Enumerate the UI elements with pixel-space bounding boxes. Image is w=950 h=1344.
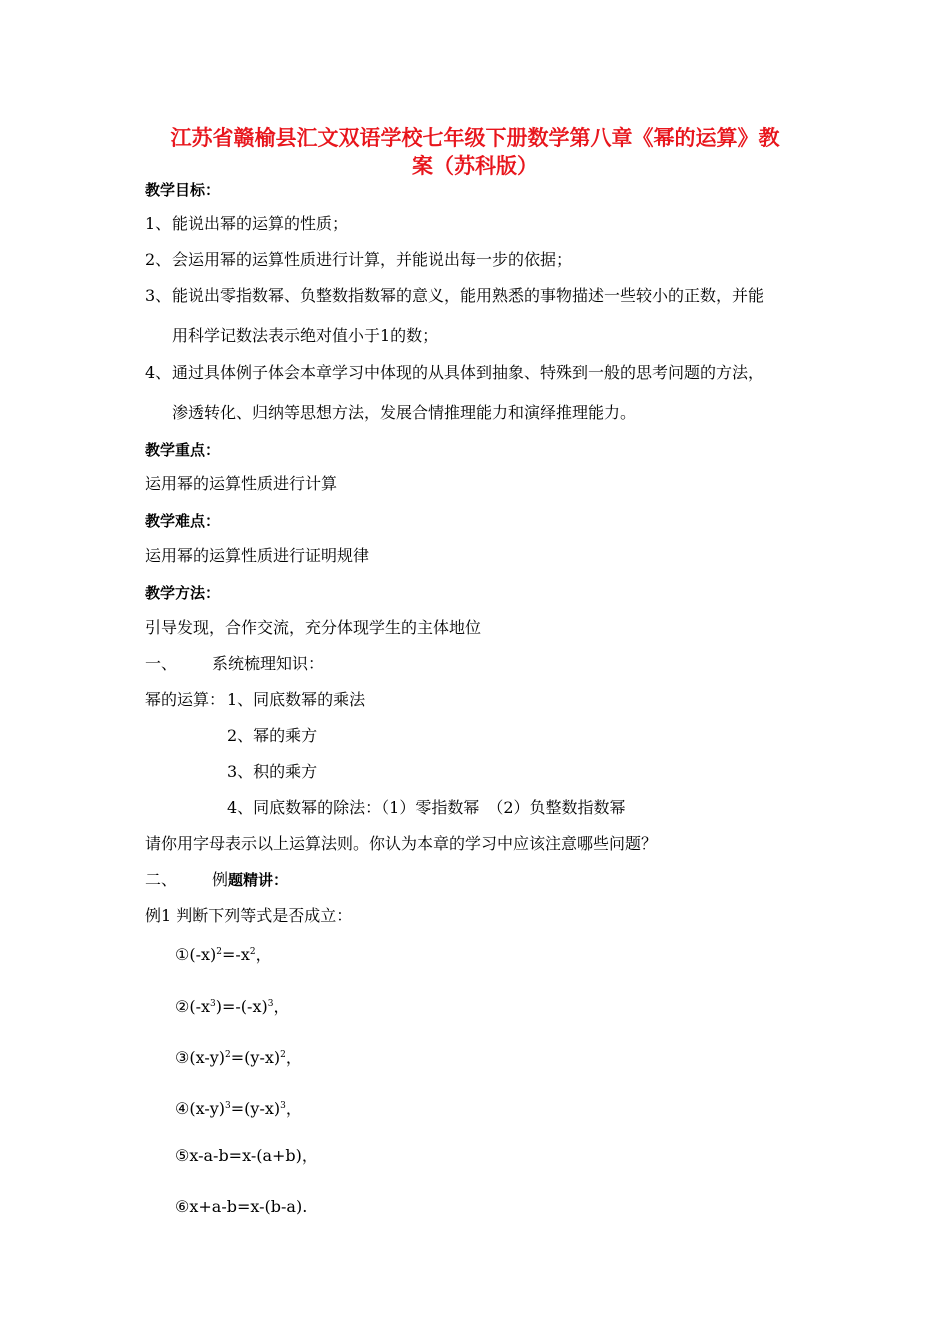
section-2-title-bold: 题精讲：: [228, 871, 289, 889]
objective-3-continuation: 用科学记数法表示绝对值小于1的数；: [172, 326, 439, 345]
item-punctuation: ，: [285, 1048, 302, 1067]
objective-2-number: 2、: [145, 250, 172, 269]
rule-3: 3、积的乘方: [227, 762, 318, 781]
method-heading: 教学方法：: [145, 584, 221, 602]
item-lhs: (x-y): [189, 1099, 226, 1118]
example-item-6: [175, 1197, 307, 1217]
item-lhs-exponent: 2: [216, 947, 222, 957]
objective-1-text: 能说出幂的运算的性质；: [172, 214, 349, 233]
method-text: 引导发现，合作交流，充分体现学生的主体地位: [145, 618, 482, 637]
example-item-3: [175, 1045, 302, 1068]
key-point-text: 运用幂的运算性质进行计算: [145, 474, 338, 493]
example-item-4: [175, 1096, 302, 1119]
item-marker: ⑤: [175, 1146, 190, 1165]
objective-3-number: 3、: [145, 286, 172, 305]
item-rhs: =-x: [222, 945, 250, 964]
item-lhs-exponent: 3: [210, 999, 216, 1009]
section-2-title: [212, 870, 288, 890]
rule-1: 1、同底数幂的乘法: [227, 690, 366, 709]
objective-2-text: 会运用幂的运算性质进行计算，并能说出每一步的依据；: [172, 250, 573, 269]
item-lhs: x+a-b=x-(b-a): [189, 1197, 303, 1216]
section-2-number: 二、: [145, 870, 178, 889]
difficulty-heading: 教学难点：: [145, 512, 221, 530]
objective-3-text: 能说出零指数幂、负整数指数幂的意义，能用熟悉的事物描述一些较小的正数，并能: [172, 286, 765, 305]
item-rhs-exponent: 2: [249, 947, 256, 957]
item-punctuation: .: [302, 1197, 308, 1216]
item-punctuation: ，: [273, 997, 290, 1016]
objectives-heading: 教学目标：: [145, 181, 221, 199]
example-item-1: [175, 942, 272, 965]
key-point-heading: 教学重点：: [145, 441, 221, 459]
item-rhs: =(y-x): [230, 1048, 281, 1067]
item-lhs-exponent: 3: [225, 1101, 231, 1111]
item-rhs-exponent: 2: [280, 1050, 286, 1060]
title-line-2: 案（苏科版）: [412, 154, 538, 178]
objective-4-continuation: 渗透转化、归纳等思想方法，发展合情推理能力和演绎推理能力。: [172, 403, 637, 422]
rule-2: 2、幂的乘方: [227, 726, 318, 745]
objective-1-number: 1、: [145, 214, 172, 233]
rule-4: 4、同底数幂的除法：（1）零指数幂 （2）负整数指数幂: [227, 798, 626, 817]
title-line-1: 江苏省赣榆县汇文双语学校七年级下册数学第八章《幂的运算》教: [170, 126, 780, 150]
section-2-title-prefix: 例: [212, 870, 229, 889]
example-1-title: 例1 判断下列等式是否成立：: [145, 906, 353, 925]
item-marker: ③: [175, 1048, 190, 1067]
item-lhs: (-x: [189, 997, 211, 1016]
section-1-question: 请你用字母表示以上运算法则。你认为本章的学习中应该注意哪些问题？: [145, 834, 658, 853]
item-rhs-exponent: 3: [267, 999, 274, 1009]
document-title: [140, 124, 810, 180]
item-punctuation: ，: [301, 1146, 318, 1165]
item-rhs-exponent: 3: [280, 1101, 286, 1111]
item-lhs: (-x): [189, 945, 217, 964]
objective-4-text: 通过具体例子体会本章学习中体现的从具体到抽象、特殊到一般的思考问题的方法，: [172, 363, 765, 382]
item-punctuation: ，: [285, 1099, 302, 1118]
item-marker: ⑥: [175, 1197, 190, 1216]
item-marker: ①: [175, 945, 190, 964]
item-lhs: (x-y): [189, 1048, 226, 1067]
item-punctuation: ，: [255, 945, 272, 964]
item-marker: ②: [175, 997, 190, 1016]
item-lhs-exponent: 2: [225, 1050, 231, 1060]
item-rhs: =(y-x): [230, 1099, 281, 1118]
section-1-title: 系统梳理知识：: [212, 654, 325, 673]
example-item-5: [175, 1146, 318, 1166]
section-1-number: 一、: [145, 654, 178, 673]
item-rhs: )=-(-x): [215, 997, 268, 1016]
item-lhs: x-a-b=x-(a+b): [189, 1146, 302, 1165]
difficulty-text: 运用幂的运算性质进行证明规律: [145, 546, 370, 565]
example-item-2: [175, 994, 289, 1017]
item-marker: ④: [175, 1099, 190, 1118]
objective-4-number: 4、: [145, 363, 172, 382]
power-operations-lead: 幂的运算：: [145, 690, 226, 709]
